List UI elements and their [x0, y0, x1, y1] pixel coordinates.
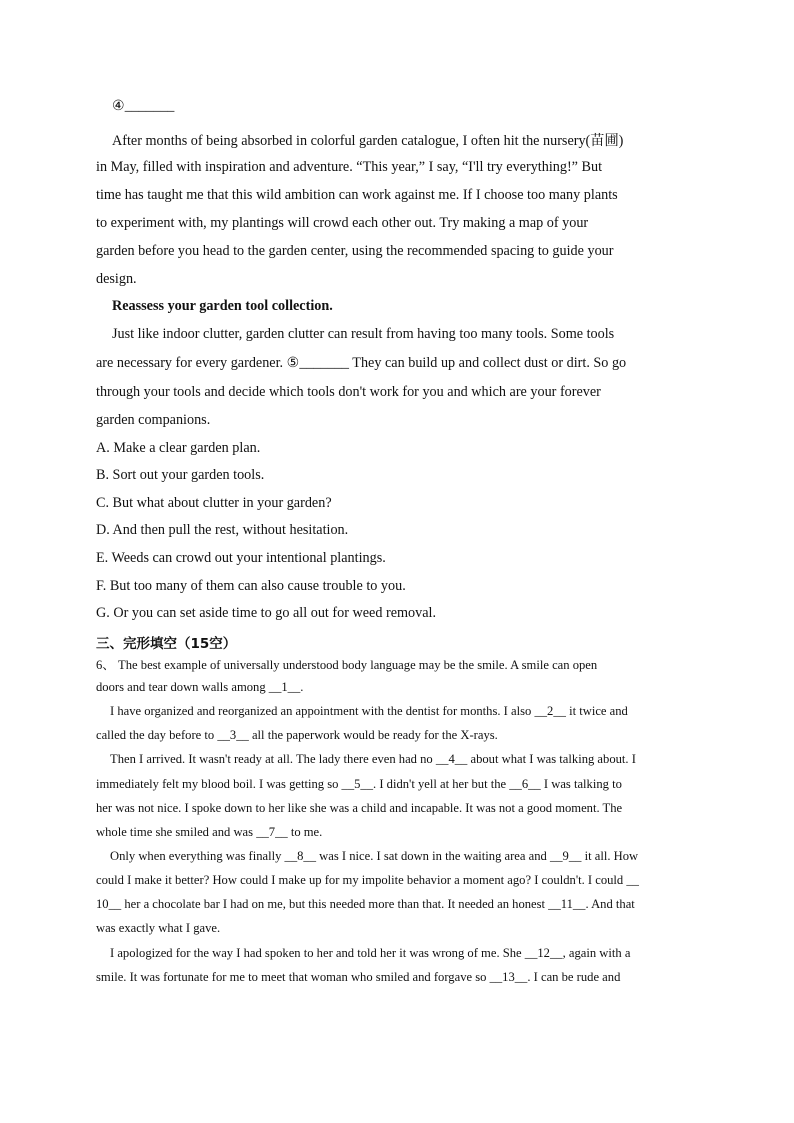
option-a: A. Make a clear garden plan.	[96, 440, 261, 456]
option-c: C. But what about clutter in your garden?	[96, 495, 332, 511]
option-g: G. Or you can set aside time to go all out for weed removal.	[96, 605, 437, 621]
cloze-line: doors and tear down walls among __1__.	[96, 680, 304, 694]
cloze-line: 6、 The best example of universally understood body language may be the smile. A smile can open	[96, 658, 598, 672]
cloze-line: smile. It was fortunate for me to meet that woman who smiled and forgave so __13__. I can be rude and	[96, 970, 621, 984]
paragraph-line: in May, filled with inspiration and adventure. “This year,” I say, “I'll try everything!” But	[96, 159, 603, 175]
paragraph-line: to experiment with, my plantings will crowd each other out. Try making a map of your	[96, 215, 589, 231]
cloze-line: 10__ her a chocolate bar I had on me, but this needed more than that. It needed an honest __11__. And that	[96, 897, 635, 911]
cloze-line: immediately felt my blood boil. I was getting so __5__. I didn't yell at her but the __6__ I was talking to	[96, 777, 622, 791]
paragraph-line: through your tools and decide which tools don't work for you and which are your forever	[96, 384, 601, 400]
paragraph-line: are necessary for every gardener. ⑤_______ They can build up and collect dust or dirt. So go	[96, 355, 627, 371]
cloze-line: her was not nice. I spoke down to her like she was a child and incapable. It was not a good moment. The	[96, 801, 623, 815]
option-f: F. But too many of them can also cause trouble to you.	[96, 578, 406, 594]
cloze-line: I have organized and reorganized an appointment with the dentist for months. I also __2__ it twice and	[110, 704, 628, 718]
option-d: D. And then pull the rest, without hesitation.	[96, 522, 349, 538]
paragraph-line: time has taught me that this wild ambition can work against me. If I choose too many plants	[96, 187, 618, 203]
paragraph-line: Just like indoor clutter, garden clutter can result from having too many tools. Some tools	[112, 326, 615, 342]
cloze-line: Then I arrived. It wasn't ready at all. The lady there even had no __4__ about what I was talking about. I	[110, 752, 636, 766]
cloze-line: Only when everything was finally __8__ was I nice. I sat down in the waiting area and __9__ it all. How	[110, 849, 639, 863]
section-3-heading: 三、完形填空（15空）	[96, 636, 237, 652]
section-heading: Reassess your garden tool collection.	[112, 298, 333, 314]
cloze-line: called the day before to __3__ all the paperwork would be ready for the X-rays.	[96, 728, 498, 742]
blank-marker-4: ④_______	[112, 98, 175, 114]
cloze-line: could I make it better? How could I make up for my impolite behavior a moment ago? I couldn't. I could __	[96, 873, 639, 887]
option-e: E. Weeds can crowd out your intentional plantings.	[96, 550, 386, 566]
cloze-line: was exactly what I gave.	[96, 921, 221, 935]
cloze-line: whole time she smiled and was __7__ to me.	[96, 825, 323, 839]
option-b: B. Sort out your garden tools.	[96, 467, 265, 483]
paragraph-line: After months of being absorbed in colorful garden catalogue, I often hit the nursery(苗圃)	[112, 133, 624, 149]
cloze-line: I apologized for the way I had spoken to her and told her it was wrong of me. She __12__, again with a	[110, 946, 631, 960]
paragraph-line: design.	[96, 271, 137, 287]
paragraph-line: garden before you head to the garden center, using the recommended spacing to guide your	[96, 243, 614, 259]
paragraph-line: garden companions.	[96, 412, 211, 428]
